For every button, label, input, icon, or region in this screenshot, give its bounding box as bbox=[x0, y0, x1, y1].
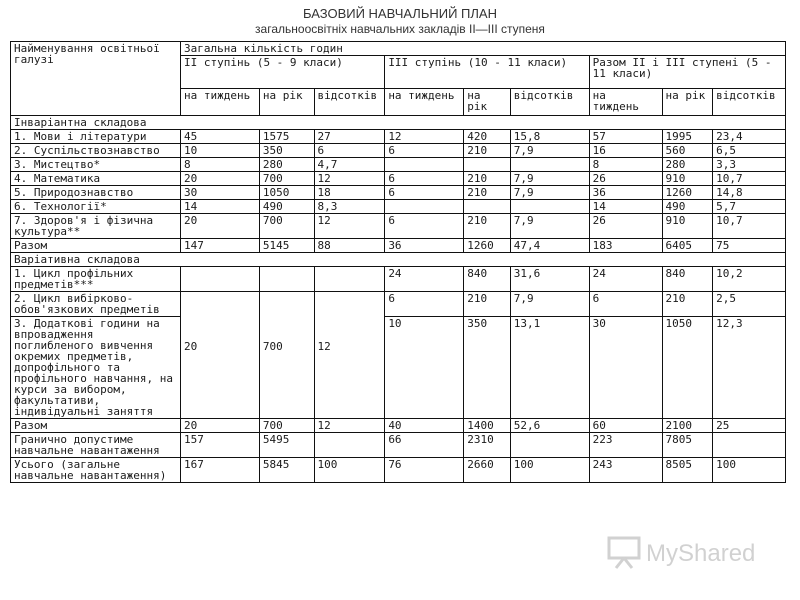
value-cell: 280 bbox=[259, 158, 314, 172]
value-cell: 560 bbox=[662, 144, 713, 158]
table-row bbox=[11, 158, 786, 172]
value-cell: 147 bbox=[180, 239, 259, 253]
table-row bbox=[11, 267, 786, 292]
value-cell bbox=[510, 433, 589, 458]
value-cell: 8 bbox=[589, 158, 662, 172]
header-per-year: на рік bbox=[464, 89, 511, 116]
variative-section-title: Варіативна складова bbox=[11, 253, 786, 267]
value-cell: 6 bbox=[385, 292, 464, 317]
value-cell: 45 bbox=[180, 130, 259, 144]
value-cell: 210 bbox=[464, 144, 511, 158]
value-cell bbox=[510, 158, 589, 172]
value-cell: 210 bbox=[662, 292, 713, 317]
value-cell: 14,8 bbox=[713, 186, 786, 200]
row-label-cell: 6. Технології* bbox=[11, 200, 181, 214]
watermark-text: MyShared bbox=[646, 540, 756, 567]
value-cell: 210 bbox=[464, 186, 511, 200]
value-cell: 13,1 bbox=[510, 317, 589, 419]
value-cell: 1050 bbox=[662, 317, 713, 419]
row-label-cell: 2. Суспільствознавство bbox=[11, 144, 181, 158]
value-cell: 1575 bbox=[259, 130, 314, 144]
value-cell: 490 bbox=[662, 200, 713, 214]
value-cell: 10,7 bbox=[713, 172, 786, 186]
value-cell: 167 bbox=[180, 458, 259, 483]
value-cell: 15,8 bbox=[510, 130, 589, 144]
value-cell: 6 bbox=[385, 144, 464, 158]
value-cell: 5495 bbox=[259, 433, 314, 458]
value-cell: 1260 bbox=[464, 239, 511, 253]
value-cell: 8505 bbox=[662, 458, 713, 483]
header-stage-2: II ступінь (5 - 9 класи) bbox=[180, 56, 384, 89]
value-cell: 36 bbox=[385, 239, 464, 253]
header-stages-total: Разом II і III ступені (5 - 11 класи) bbox=[589, 56, 785, 89]
value-cell: 52,6 bbox=[510, 419, 589, 433]
merged-cell: 20 bbox=[180, 292, 259, 419]
value-cell: 6 bbox=[385, 172, 464, 186]
table-row bbox=[11, 214, 786, 239]
value-cell: 5,7 bbox=[713, 200, 786, 214]
row-label-cell: 1. Цикл профільних предметів*** bbox=[11, 267, 181, 292]
value-cell: 12 bbox=[314, 172, 385, 186]
value-cell: 420 bbox=[464, 130, 511, 144]
row-label-cell: 4. Математика bbox=[11, 172, 181, 186]
value-cell: 210 bbox=[464, 172, 511, 186]
invariant-section-row bbox=[11, 116, 786, 130]
header-per-week: на тиждень bbox=[385, 89, 464, 116]
row-label-cell: 5. Природознавство bbox=[11, 186, 181, 200]
value-cell bbox=[510, 200, 589, 214]
value-cell: 10,7 bbox=[713, 214, 786, 239]
value-cell: 6 bbox=[385, 214, 464, 239]
header-percent: відсотків bbox=[510, 89, 589, 116]
value-cell: 60 bbox=[589, 419, 662, 433]
value-cell: 30 bbox=[589, 317, 662, 419]
header-per-year: на рік bbox=[662, 89, 713, 116]
value-cell: 7,9 bbox=[510, 144, 589, 158]
value-cell: 210 bbox=[464, 214, 511, 239]
value-cell bbox=[385, 158, 464, 172]
value-cell: 2,5 bbox=[713, 292, 786, 317]
value-cell: 2100 bbox=[662, 419, 713, 433]
value-cell: 280 bbox=[662, 158, 713, 172]
value-cell: 31,6 bbox=[510, 267, 589, 292]
invariant-section-title: Інваріантна складова bbox=[11, 116, 786, 130]
value-cell: 100 bbox=[314, 458, 385, 483]
header-percent: відсотків bbox=[713, 89, 786, 116]
watermark bbox=[606, 534, 776, 574]
value-cell: 6405 bbox=[662, 239, 713, 253]
value-cell bbox=[314, 267, 385, 292]
table-row bbox=[11, 292, 786, 317]
invariant-total-row bbox=[11, 239, 786, 253]
value-cell: 700 bbox=[259, 419, 314, 433]
value-cell: 26 bbox=[589, 214, 662, 239]
row-label-cell: 2. Цикл вибірково-обов'язкових предметів bbox=[11, 292, 181, 317]
value-cell: 910 bbox=[662, 214, 713, 239]
value-cell: 7,9 bbox=[510, 186, 589, 200]
value-cell: 88 bbox=[314, 239, 385, 253]
value-cell: 100 bbox=[713, 458, 786, 483]
value-cell bbox=[180, 267, 259, 292]
value-cell: 23,4 bbox=[713, 130, 786, 144]
header-subject-area: Найменування освітньої галузі bbox=[11, 42, 181, 116]
value-cell: 6,5 bbox=[713, 144, 786, 158]
value-cell: 4,7 bbox=[314, 158, 385, 172]
table-row bbox=[11, 172, 786, 186]
value-cell: 840 bbox=[662, 267, 713, 292]
value-cell: 6 bbox=[314, 144, 385, 158]
value-cell: 20 bbox=[180, 214, 259, 239]
value-cell: 57 bbox=[589, 130, 662, 144]
curriculum-table bbox=[10, 41, 786, 483]
value-cell: 12 bbox=[314, 214, 385, 239]
value-cell: 16 bbox=[589, 144, 662, 158]
row-label-cell: 3. Мистецтво* bbox=[11, 158, 181, 172]
value-cell: 183 bbox=[589, 239, 662, 253]
value-cell: 5845 bbox=[259, 458, 314, 483]
value-cell: 14 bbox=[589, 200, 662, 214]
value-cell: 25 bbox=[713, 419, 786, 433]
row-label-cell: Гранично допустиме навчальне навантаження bbox=[11, 433, 181, 458]
row-label-cell: Разом bbox=[11, 419, 181, 433]
value-cell: 7,9 bbox=[510, 214, 589, 239]
row-label-cell: 7. Здоров'я і фізична культура** bbox=[11, 214, 181, 239]
value-cell: 75 bbox=[713, 239, 786, 253]
value-cell: 10 bbox=[180, 144, 259, 158]
value-cell: 30 bbox=[180, 186, 259, 200]
value-cell: 210 bbox=[464, 292, 511, 317]
table-row bbox=[11, 186, 786, 200]
value-cell: 7,9 bbox=[510, 292, 589, 317]
value-cell bbox=[464, 158, 511, 172]
table-row bbox=[11, 130, 786, 144]
value-cell: 24 bbox=[385, 267, 464, 292]
value-cell: 12 bbox=[314, 419, 385, 433]
value-cell: 7,9 bbox=[510, 172, 589, 186]
value-cell: 76 bbox=[385, 458, 464, 483]
value-cell: 66 bbox=[385, 433, 464, 458]
table-row bbox=[11, 317, 786, 419]
row-label-cell: Разом bbox=[11, 239, 181, 253]
value-cell: 36 bbox=[589, 186, 662, 200]
value-cell: 2660 bbox=[464, 458, 511, 483]
value-cell: 12,3 bbox=[713, 317, 786, 419]
header-row-1 bbox=[11, 42, 786, 56]
value-cell: 26 bbox=[589, 172, 662, 186]
value-cell: 700 bbox=[259, 214, 314, 239]
value-cell: 40 bbox=[385, 419, 464, 433]
value-cell: 350 bbox=[259, 144, 314, 158]
max-load-row bbox=[11, 433, 786, 458]
value-cell: 24 bbox=[589, 267, 662, 292]
value-cell: 3,3 bbox=[713, 158, 786, 172]
value-cell bbox=[259, 267, 314, 292]
value-cell: 47,4 bbox=[510, 239, 589, 253]
value-cell: 1400 bbox=[464, 419, 511, 433]
header-per-week: на тиждень bbox=[589, 89, 662, 116]
projector-screen-icon bbox=[606, 534, 642, 570]
row-label-cell: 1. Мови і літератури bbox=[11, 130, 181, 144]
value-cell bbox=[713, 433, 786, 458]
row-label-cell: 3. Додаткові години на впровадження поглибленого вивчення окремих предметів, допрофільного та профільного навчання, на курси за вибором, факультативи, індивідуальні заняття bbox=[11, 317, 181, 419]
variative-section-row bbox=[11, 253, 786, 267]
value-cell: 243 bbox=[589, 458, 662, 483]
merged-cell: 700 bbox=[259, 292, 314, 419]
table-row bbox=[11, 144, 786, 158]
value-cell: 223 bbox=[589, 433, 662, 458]
value-cell: 8 bbox=[180, 158, 259, 172]
value-cell: 14 bbox=[180, 200, 259, 214]
value-cell bbox=[464, 200, 511, 214]
value-cell: 1050 bbox=[259, 186, 314, 200]
value-cell bbox=[314, 433, 385, 458]
value-cell: 12 bbox=[385, 130, 464, 144]
value-cell: 840 bbox=[464, 267, 511, 292]
value-cell: 27 bbox=[314, 130, 385, 144]
table-row bbox=[11, 200, 786, 214]
value-cell: 8,3 bbox=[314, 200, 385, 214]
merged-cell: 12 bbox=[314, 292, 385, 419]
value-cell: 6 bbox=[589, 292, 662, 317]
value-cell: 350 bbox=[464, 317, 511, 419]
value-cell: 700 bbox=[259, 172, 314, 186]
value-cell: 1260 bbox=[662, 186, 713, 200]
value-cell: 910 bbox=[662, 172, 713, 186]
value-cell: 18 bbox=[314, 186, 385, 200]
value-cell: 2310 bbox=[464, 433, 511, 458]
document-subtitle: загальноосвітніх навчальних закладів II—III ступеня bbox=[255, 22, 545, 36]
value-cell: 10,2 bbox=[713, 267, 786, 292]
value-cell: 1995 bbox=[662, 130, 713, 144]
value-cell: 5145 bbox=[259, 239, 314, 253]
value-cell bbox=[385, 200, 464, 214]
value-cell: 157 bbox=[180, 433, 259, 458]
value-cell: 6 bbox=[385, 186, 464, 200]
value-cell: 100 bbox=[510, 458, 589, 483]
value-cell: 20 bbox=[180, 419, 259, 433]
variative-total-row bbox=[11, 419, 786, 433]
value-cell: 7805 bbox=[662, 433, 713, 458]
grand-total-row bbox=[11, 458, 786, 483]
header-per-year: на рік bbox=[259, 89, 314, 116]
value-cell: 20 bbox=[180, 172, 259, 186]
document-title: БАЗОВИЙ НАВЧАЛЬНИЙ ПЛАН bbox=[302, 6, 497, 21]
value-cell: 490 bbox=[259, 200, 314, 214]
header-per-week: на тиждень bbox=[180, 89, 259, 116]
row-label-cell: Усього (загальне навчальне навантаження) bbox=[11, 458, 181, 483]
header-percent: відсотків bbox=[314, 89, 385, 116]
header-stage-3: III ступінь (10 - 11 класи) bbox=[385, 56, 589, 89]
value-cell: 10 bbox=[385, 317, 464, 419]
header-total-hours: Загальна кількість годин bbox=[180, 42, 785, 56]
